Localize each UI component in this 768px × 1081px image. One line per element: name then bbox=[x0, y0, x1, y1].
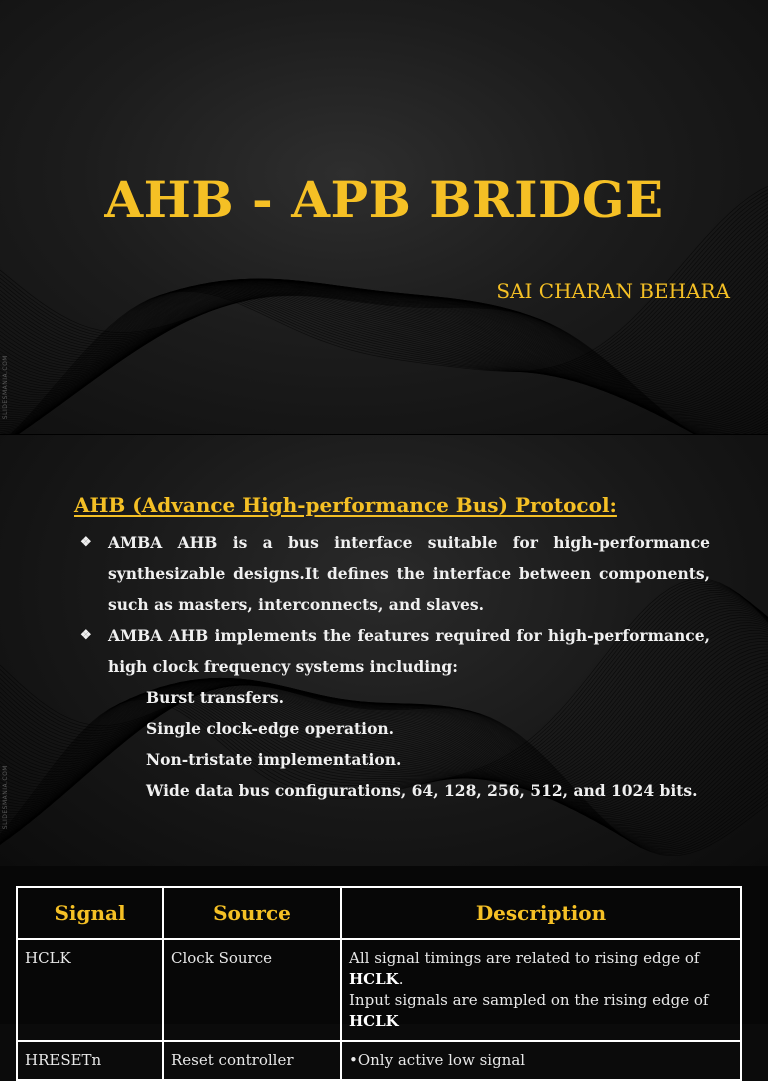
section-heading: AHB (Advance High-performance Bus) Protocol: bbox=[74, 493, 617, 517]
source-cell: Reset controller bbox=[163, 1041, 341, 1080]
description-cell: •Only active low signal bbox=[341, 1041, 741, 1080]
description-text: All signal timings are related to rising edge of bbox=[349, 949, 700, 967]
table-row bbox=[17, 939, 741, 1041]
feature-item: Wide data bus configurations, 64, 128, 256, 512, and 1024 bits. bbox=[146, 781, 698, 800]
signal-cell: HRESETn bbox=[17, 1041, 163, 1080]
feature-item: Single clock-edge operation. bbox=[146, 719, 395, 738]
title-slide bbox=[0, 0, 768, 434]
bullet-item bbox=[80, 620, 710, 682]
ahb-protocol-slide bbox=[0, 434, 768, 867]
slide-title: AHB - APB BRIDGE bbox=[104, 170, 664, 229]
watermark: SLIDESMANIA.COM bbox=[2, 355, 9, 420]
watermark: SLIDESMANIA.COM bbox=[2, 765, 9, 830]
column-header-signal: Signal bbox=[17, 887, 163, 939]
feature-item: Non-tristate implementation. bbox=[146, 750, 402, 769]
description-text: Input signals are sampled on the rising edge of bbox=[349, 991, 709, 1009]
description-cell bbox=[341, 939, 741, 1041]
column-header-description: Description bbox=[341, 887, 741, 939]
table-row bbox=[17, 1041, 741, 1080]
table-header-row bbox=[17, 887, 741, 939]
signal-highlight: HCLK bbox=[349, 1012, 399, 1030]
bullet-list bbox=[80, 527, 710, 806]
signal-table-slide bbox=[0, 866, 768, 1069]
signal-table bbox=[16, 886, 742, 1081]
signal-highlight: HCLK bbox=[349, 970, 399, 988]
author-name: SAI CHARAN BEHARA bbox=[496, 279, 730, 303]
bullet-item bbox=[80, 527, 710, 620]
diamond-bullet-icon: ❖ bbox=[80, 628, 92, 643]
diamond-bullet-icon: ❖ bbox=[80, 535, 92, 550]
description-text: . bbox=[398, 970, 404, 988]
source-cell: Clock Source bbox=[163, 939, 341, 1041]
bullet-text: AMBA AHB implements the features required for high-performance, high clock frequency systems including: bbox=[108, 626, 710, 676]
bullet-text: AMBA AHB is a bus interface suitable for high-performance synthesizable designs.It defines the interface between components, such as masters, interconnects, and slaves. bbox=[108, 533, 710, 614]
column-header-source: Source bbox=[163, 887, 341, 939]
feature-item: Burst transfers. bbox=[146, 688, 285, 707]
signal-cell: HCLK bbox=[17, 939, 163, 1041]
